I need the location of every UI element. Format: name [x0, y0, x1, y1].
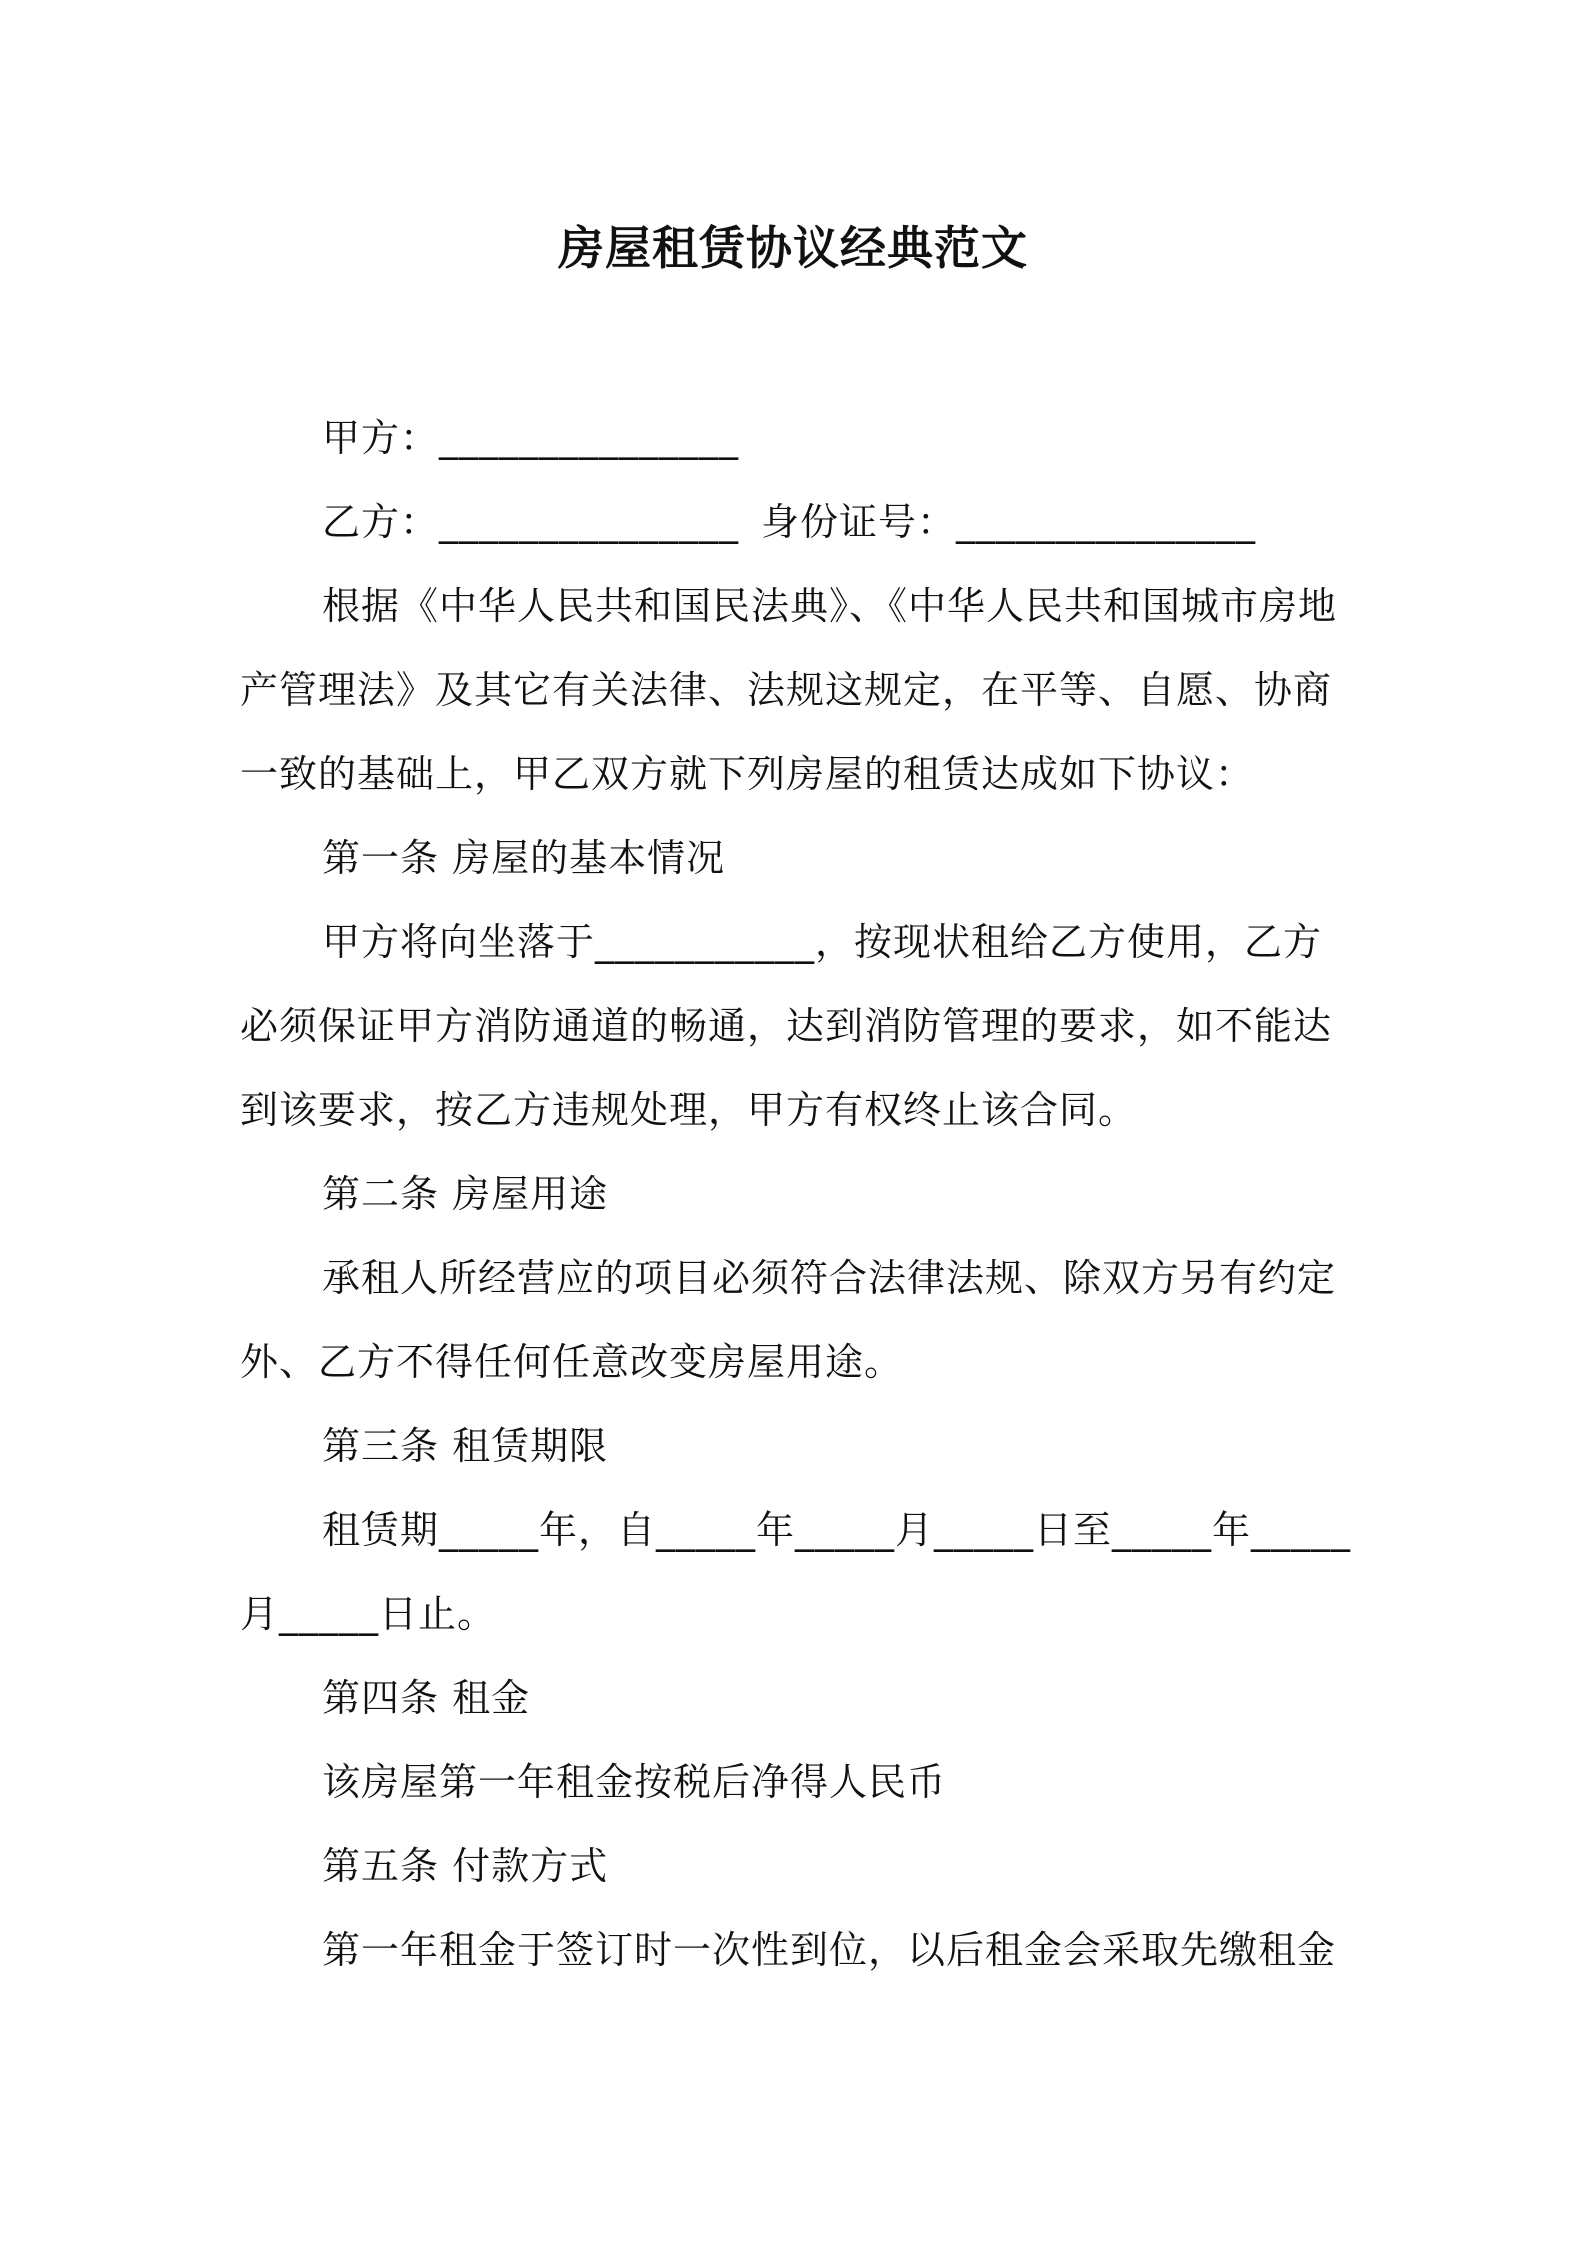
article-3-heading: 第三条 租赁期限 [322, 1424, 609, 1468]
party-b-line [240, 480, 1360, 564]
article-1-text: 甲方将向坐落于___________，按现状租给乙方使用，乙方必须保证甲方消防通道的畅通，达到消防管理的要求，如不能达到该要求，按乙方违规处理，甲方有权终止该合同。 [240, 920, 1333, 1132]
party-a-line [240, 396, 1360, 480]
article-2-heading: 第二条 房屋用途 [322, 1172, 609, 1216]
id-number-field: 身份证号：_______________ [761, 500, 1257, 544]
document-body [240, 396, 1360, 1992]
preamble-paragraph: 根据《中华人民共和国民法典》、《中华人民共和国城市房地产管理法》及其它有关法律、法规这规定，在平等、自愿、协商一致的基础上，甲乙双方就下列房屋的租赁达成如下协议： [240, 584, 1338, 796]
article-3-text: 租赁期_____年，自_____年_____月_____日至_____年_____月_____日止。 [240, 1508, 1352, 1636]
article-5-text: 第一年租金于签订时一次性到位，以后租金会采取先缴租金 [322, 1928, 1337, 1972]
article-2-text: 承租人所经营应的项目必须符合法律法规、除双方另有约定外、乙方不得任何任意改变房屋用途。 [240, 1256, 1337, 1384]
party-a-field: 甲方：_______________ [322, 416, 740, 460]
article-1-heading: 第一条 房屋的基本情况 [322, 836, 726, 880]
document-title: 房屋租赁协议经典范文 [558, 221, 1028, 275]
article-4-heading: 第四条 租金 [322, 1676, 531, 1720]
article-5-heading: 第五条 付款方式 [322, 1844, 609, 1888]
article-4-text: 该房屋第一年租金按税后净得人民币 [322, 1760, 947, 1804]
party-b-field: 乙方：_______________ [322, 500, 740, 544]
